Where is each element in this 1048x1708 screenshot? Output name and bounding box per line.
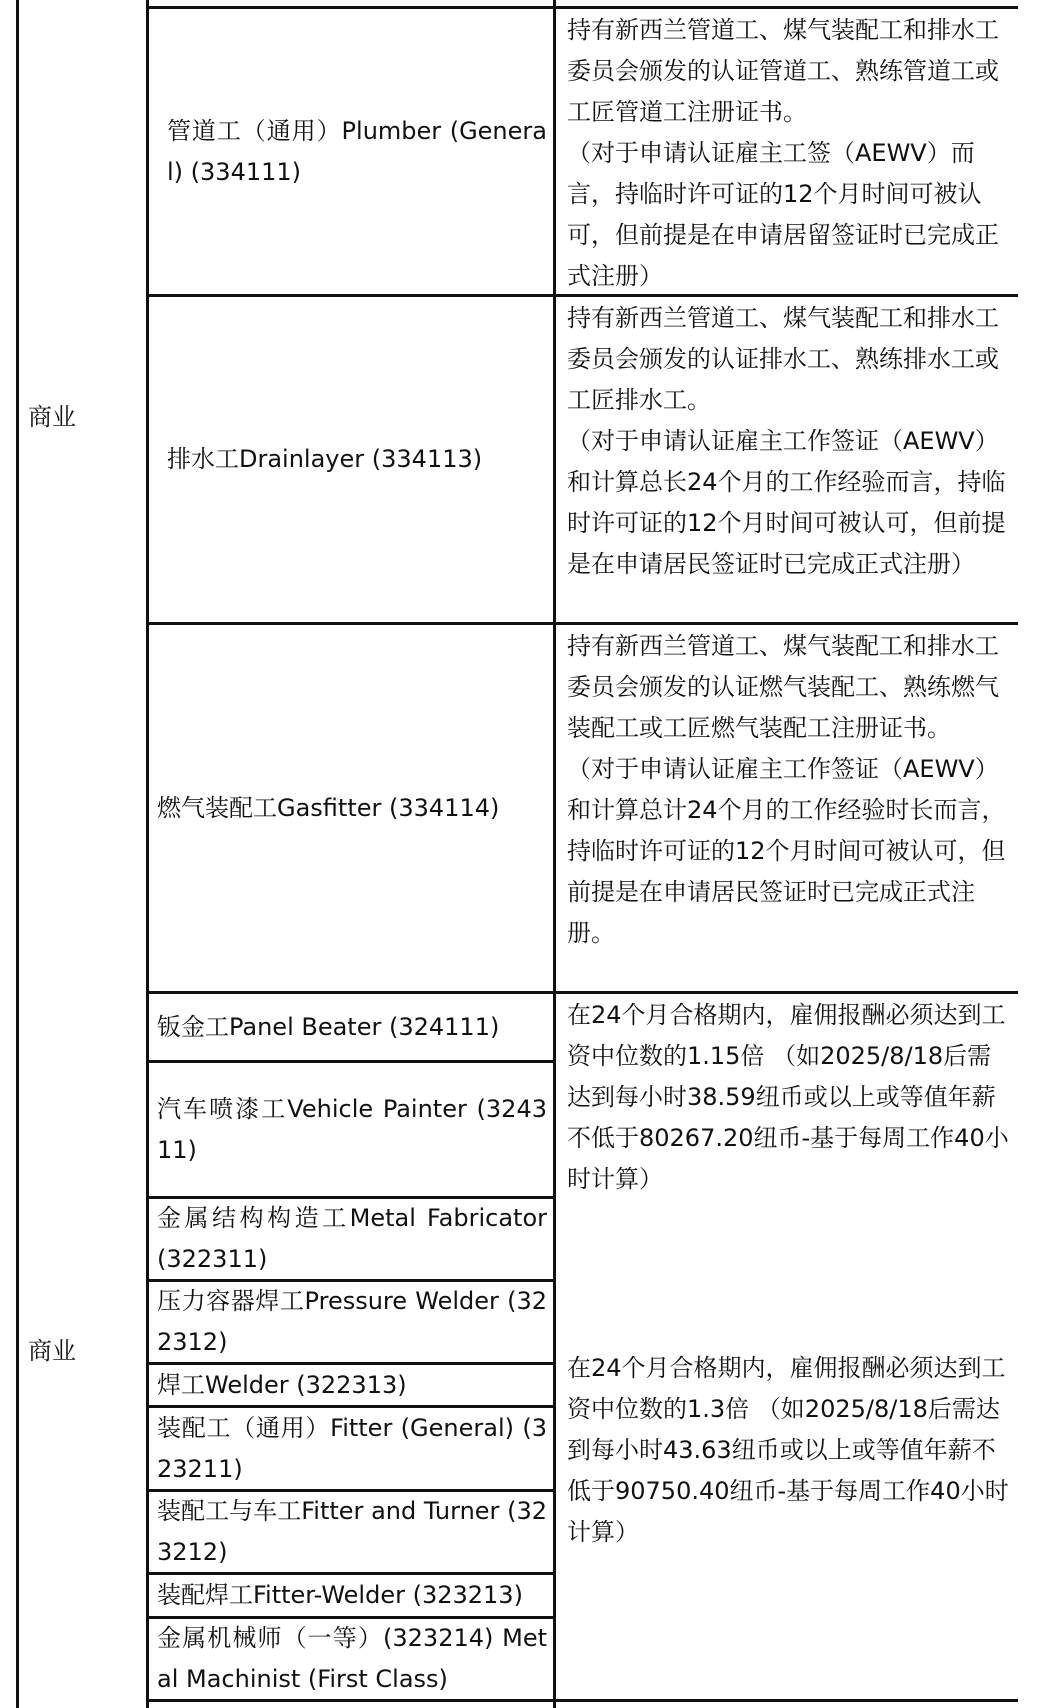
occupation-cell xyxy=(157,1282,547,1362)
occupation-cell xyxy=(157,1199,547,1279)
occupation-name: 燃气装配工Gasfitter (334114) xyxy=(157,793,500,822)
occupation-name: 排水工Drainlayer (334113) xyxy=(167,445,483,473)
occupation-cell xyxy=(157,1575,547,1616)
requirement-registration: 持有新西兰管道工、煤气装配工和排水工委员会颁发的认证管道工、熟练管道工或工匠管道工注册证书。 xyxy=(567,16,999,126)
occupation-name: 汽车喷漆工Vehicle Painter (324311) xyxy=(157,1094,547,1164)
occupation-cell xyxy=(157,1063,547,1196)
occupation-name: 金属结构构造工Metal Fabricator (322311) xyxy=(157,1204,547,1273)
occupation-name: 装配工（通用）Fitter (General) (323211) xyxy=(157,1413,547,1483)
occupation-name: 装配焊工Fitter-Welder (323213) xyxy=(157,1581,523,1609)
requirement-cell xyxy=(567,626,1015,954)
column-divider-occupation xyxy=(146,0,149,1708)
requirement-cell xyxy=(567,298,1015,585)
occupation-name: 焊工Welder (322313) xyxy=(157,1370,407,1399)
requirement-note: （对于申请认证雇主工签（AEWV）而言，持临时许可证的12个月时间可被认可，但前提是在申请居留签证时已完成正式注册） xyxy=(567,139,999,290)
occupation-cell xyxy=(157,1492,547,1572)
requirement-cell xyxy=(567,10,1015,297)
occupation-cell xyxy=(157,1619,547,1699)
wage-requirement-1-3x: 在24个月合格期内，雇佣报酬必须达到工资中位数的1.3倍 （如2025/8/18后需达到每小时43.63纽币或以上或等值年薪不低于90750.40纽币-基于每周工作40小时计算） xyxy=(567,1354,1009,1546)
occupation-cell xyxy=(157,1365,547,1405)
wage-requirement-1-15x: 在24个月合格期内，雇佣报酬必须达到工资中位数的1.15倍 （如2025/8/18后需达到每小时38.59纽币或以上或等值年薪不低于80267.20纽币-基于每周工作40小时计算） xyxy=(567,1001,1009,1193)
occupation-cell xyxy=(157,994,547,1060)
occupation-cell xyxy=(157,1408,547,1489)
occupation-name: 管道工（通用）Plumber (General) (334111) xyxy=(167,116,547,186)
requirement-registration: 持有新西兰管道工、煤气装配工和排水工委员会颁发的认证燃气装配工、熟练燃气装配工或工匠燃气装配工注册证书。 xyxy=(567,632,999,742)
column-divider-requirement xyxy=(553,0,556,1708)
sector-label: 商业 xyxy=(28,403,76,431)
requirement-registration: 持有新西兰管道工、煤气装配工和排水工委员会颁发的认证排水工、熟练排水工或工匠排水工。 xyxy=(567,304,999,414)
occupation-name: 装配工与车工Fitter and Turner (323212) xyxy=(157,1497,547,1566)
requirement-note: （对于申请认证雇主工作签证（AEWV）和计算总计24个月的工作经验时长而言，持临时许可证的12个月时间可被认可，但前提是在申请居民签证时已完成正式注册。 xyxy=(567,755,1006,947)
table-border-left xyxy=(16,0,19,1708)
requirement-note: （对于申请认证雇主工作签证（AEWV）和计算总长24个月的工作经验而言，持临时许可证的12个月时间可被认可，但前提是在申请居民签证时已完成正式注册） xyxy=(567,427,1006,578)
occupation-name: 钣金工Panel Beater (324111) xyxy=(157,1012,500,1041)
occupation-cell xyxy=(157,625,547,991)
sector-label: 商业 xyxy=(28,1337,76,1365)
occupation-cell xyxy=(157,297,547,622)
occupation-cell xyxy=(157,9,547,294)
occupation-name: 压力容器焊工Pressure Welder (322312) xyxy=(157,1287,547,1356)
occupation-name: 金属机械师（一等）(323214) Metal Machinist (First Class) xyxy=(157,1624,547,1693)
